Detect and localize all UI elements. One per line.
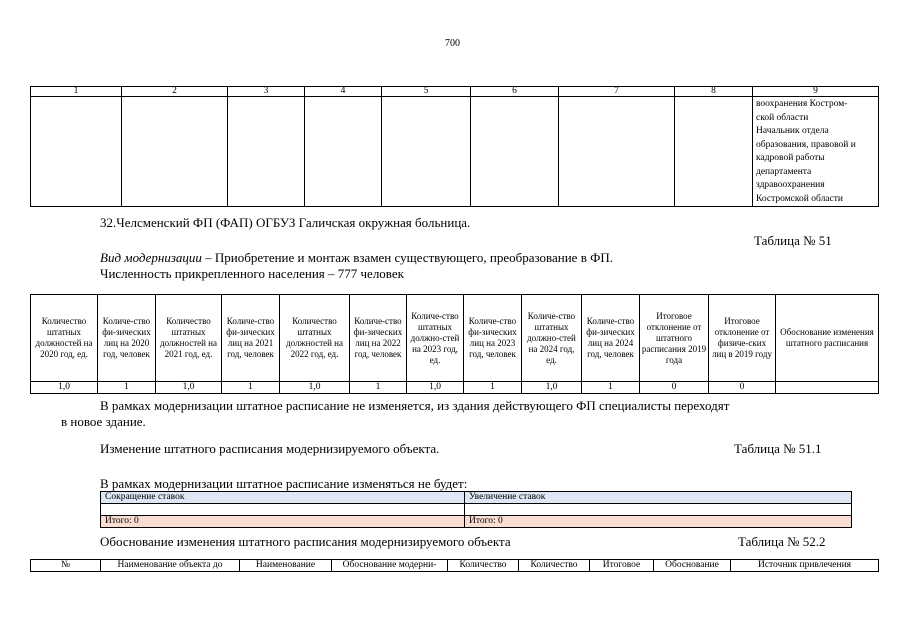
responsible-cell	[753, 97, 879, 207]
col-header: Наименование объекта до	[101, 560, 240, 572]
col-header: Количе-ство фи-зических лиц на 2023 год, человек	[464, 295, 522, 382]
cell-line: ской области	[756, 112, 809, 123]
section-title: 32.Челсменский ФП (ФАП) ОГБУЗ Галичская окружная больница.	[100, 215, 471, 230]
table-cell: 1,0	[407, 382, 464, 394]
col-header: Количе-ство фи-зических лиц на 2020 год, человек	[98, 295, 156, 382]
table-cell	[101, 504, 465, 516]
col-header: Количество	[519, 560, 590, 572]
col-header: Количе-ство штатных должно-стей на 2024 год, ед.	[522, 295, 582, 382]
col-header-2: 2	[122, 87, 228, 97]
col-header: Обоснование изменения штатного расписания	[776, 295, 879, 382]
justification-table-52-2	[30, 559, 879, 572]
table-cell	[776, 382, 879, 394]
table-row	[31, 97, 879, 207]
cell-line: воохранения Костром-	[756, 99, 848, 109]
reduction-total: Итого: 0	[101, 516, 465, 528]
col-header: Источник привлечения	[731, 560, 879, 572]
col-header: Обоснование модерни-	[332, 560, 448, 572]
col-header-8: 8	[675, 87, 753, 97]
cell-line: Костромской области	[756, 193, 843, 204]
col-header: Итоговое	[590, 560, 654, 572]
increase-header: Увеличение ставок	[465, 492, 852, 504]
table-cell	[228, 97, 305, 207]
modernization-label: Вид модернизации	[100, 250, 202, 265]
table-51-label: Таблица № 51	[754, 233, 832, 248]
col-header: Количество штатных должностей на 2022 год, ед.	[280, 295, 350, 382]
table-row	[31, 382, 879, 394]
increase-total: Итого: 0	[465, 516, 852, 528]
col-header: Количество штатных должностей на 2020 год, ед.	[31, 295, 98, 382]
table-cell: 1	[582, 382, 640, 394]
col-header-3: 3	[228, 87, 305, 97]
table-cell: 1,0	[156, 382, 222, 394]
col-header: Количество	[448, 560, 519, 572]
population-line: Численность прикрепленного населения – 777 человек	[100, 266, 404, 281]
table-52-2-label: Таблица № 52.2	[738, 534, 826, 549]
table-cell	[382, 97, 471, 207]
reduction-header: Сокращение ставок	[101, 492, 465, 504]
col-header-1: 1	[31, 87, 122, 97]
paragraph-line-2: в новое здание.	[61, 414, 146, 429]
table-51-1-label: Таблица № 51.1	[734, 441, 822, 456]
page-number: 700	[445, 38, 460, 49]
table-cell	[465, 504, 852, 516]
col-header-9: 9	[753, 87, 879, 97]
cell-line: кадровой работы	[756, 153, 825, 163]
table-cell: 1,0	[31, 382, 98, 394]
table-cell	[122, 97, 228, 207]
col-header: Количе-ство фи-зических лиц на 2024 год, человек	[582, 295, 640, 382]
table-cell: 1	[464, 382, 522, 394]
total-row	[101, 516, 852, 528]
col-header: Количе-ство фи-зических лиц на 2022 год, человек	[350, 295, 407, 382]
header-row	[31, 87, 879, 97]
table-cell	[31, 97, 122, 207]
modernization-text: – Приобретение и монтаж взамен существующего, преобразование в ФП.	[201, 250, 614, 265]
col-header: Количество штатных должностей на 2021 год, ед.	[156, 295, 222, 382]
cell-line: здравоохранения	[756, 180, 825, 190]
table-cell: 1	[222, 382, 280, 394]
table-cell: 0	[640, 382, 709, 394]
cell-line: Начальник отдела	[756, 126, 829, 136]
col-header-5: 5	[382, 87, 471, 97]
col-header: №	[31, 560, 101, 572]
col-header-4: 4	[305, 87, 382, 97]
staffing-table-51	[30, 294, 879, 394]
table-cell: 1,0	[522, 382, 582, 394]
table-row	[101, 504, 852, 516]
change-title: Изменение штатного расписания модернизируемого объекта.	[100, 441, 440, 456]
col-header: Количе-ство фи-зических лиц на 2021 год, человек	[222, 295, 280, 382]
col-header: Наименование	[240, 560, 332, 572]
table-cell: 0	[709, 382, 776, 394]
table-cell	[559, 97, 675, 207]
table-cell: 1	[98, 382, 156, 394]
cell-line: департамента	[756, 166, 812, 177]
col-header: Количе-ство штатных должно-стей на 2023 год, ед.	[407, 295, 464, 382]
table-cell: 1	[350, 382, 407, 394]
col-header-6: 6	[471, 87, 559, 97]
table-cell: 1,0	[280, 382, 350, 394]
staffing-change-table-51-1	[100, 491, 852, 528]
col-header: Итоговое отклонение от штатного расписания 2019 года	[640, 295, 709, 382]
no-change-line: В рамках модернизации штатное расписание изменяться не будет:	[100, 476, 468, 491]
table-cell	[305, 97, 382, 207]
col-header: Обоснование	[654, 560, 731, 572]
justification-title: Обоснование изменения штатного расписания модернизируемого объекта	[100, 534, 511, 549]
table-cell	[471, 97, 559, 207]
col-header: Итоговое отклонение от физиче-ских лиц в 2019 году	[709, 295, 776, 382]
table-cell	[675, 97, 753, 207]
header-row	[101, 492, 852, 504]
continuation-table	[30, 86, 879, 207]
col-header-7: 7	[559, 87, 675, 97]
cell-line: образования, правовой и	[756, 139, 856, 150]
header-row	[31, 560, 879, 572]
header-row	[31, 295, 879, 382]
paragraph-line-1: В рамках модернизации штатное расписание не изменяется, из здания действующего ФП специалисты переходят	[100, 398, 730, 413]
modernization-type	[100, 250, 613, 265]
